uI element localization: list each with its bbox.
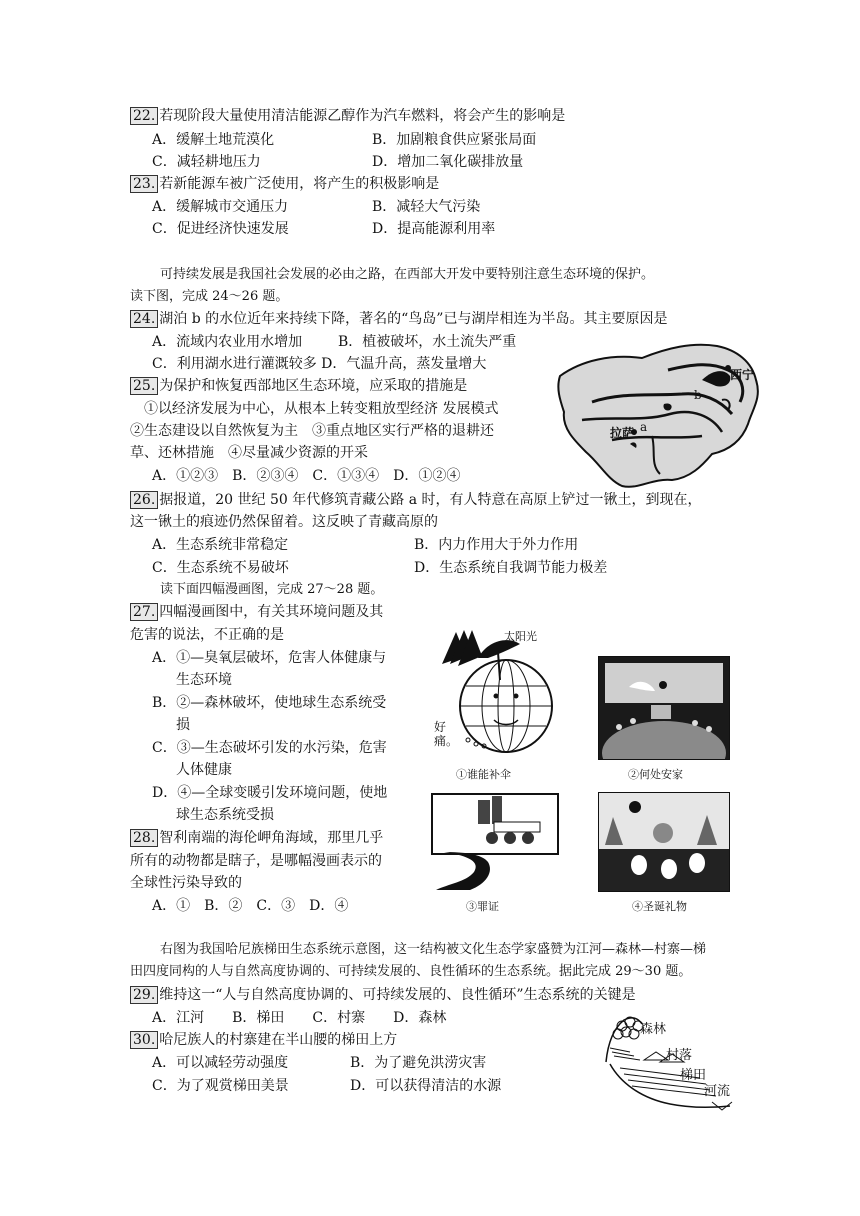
intro-24-26-line1: 可持续发展是我国社会发展的必由之路，在西部大开发中要特别注意生态环境的保护。 [160, 267, 655, 282]
cartoon-3-caption: ③罪证 [466, 900, 499, 913]
option-c: C．为了观赏梯田美景 [152, 1078, 289, 1094]
question-number: 25. [130, 377, 158, 395]
question-28-stem-2: 所有的动物都是瞎子，是哪幅漫画表示的 [130, 853, 382, 869]
sun-label: 太阳光 [504, 630, 537, 643]
cartoon-1-caption: ①谁能补伞 [456, 768, 511, 781]
cartoon-christmas-gift [598, 792, 730, 892]
hani-terrace-diagram [600, 1012, 750, 1112]
christmas-gift-graphic [599, 793, 729, 891]
option-d: D．可以获得清洁的水源 [350, 1078, 502, 1094]
question-27-stem-2: 危害的说法，不正确的是 [130, 627, 284, 643]
option-c: C．促进经济快速发展 [152, 221, 289, 237]
pain-label-2: 痛。 [434, 734, 459, 748]
option-d-cont: 球生态系统受损 [176, 807, 274, 823]
measure-line-3: 草、还林措施 ④尽量减少资源的开采 [130, 445, 368, 461]
option-c-d: C．利用湖水进行灌溉较多 D．气温升高，蒸发量增大 [152, 356, 487, 372]
option-d: D．④—全球变暖引发环境问题，使地 [152, 785, 388, 801]
option-b: B．为了避免洪涝灾害 [350, 1055, 487, 1071]
question-27-stem-1: 27. 四幅漫画图中，有关其环境问题及其 [130, 602, 383, 622]
cartoon-2-caption: ②何处安家 [628, 768, 683, 781]
option-c: C．③—生态破坏引发的水污染，危害 [152, 740, 387, 756]
option-d: D．增加二氧化碳排放量 [372, 154, 524, 170]
option-b: B．植被破坏，水土流失严重 [338, 334, 517, 350]
evidence-graphic [430, 792, 560, 892]
pain-label-1: 好 [434, 720, 447, 734]
measure-line-1: ①以经济发展为中心，从根本上转变粗放型经济 发展模式 [144, 401, 499, 417]
question-23-stem: 23. 若新能源车被广泛使用，将产生的积极影响是 [130, 174, 439, 194]
option-c-cont: 人体健康 [176, 762, 232, 778]
question-number: 22. [130, 107, 158, 125]
question-28-stem-3: 全球性污染导致的 [130, 875, 242, 891]
cartoon-evidence [430, 792, 560, 892]
cartoon-umbrella-globe [428, 624, 588, 758]
question-24-stem: 24. 湖泊 b 的水位近年来持续下降，著名的“鸟岛”已与湖岸相连为半岛。其主要原因是 [130, 309, 667, 329]
option-a: A．生态系统非常稳定 [152, 537, 289, 553]
question-29-stem: 29. 维持这一“人与自然高度协调的、可持续发展的、良性循环”生态系统的关键是 [130, 985, 636, 1005]
question-number: 23. [130, 175, 158, 193]
option-b-cont: 损 [176, 717, 190, 733]
question-26-stem-1: 26. 据报道，20 世纪 50 年代修筑青藏公路 a 时，有人特意在高原上铲过一锹土，到现在， [130, 490, 702, 510]
option-a: A．①—臭氧层破坏，危害人体健康与 [152, 650, 387, 666]
question-29-options: A．江河 B．梯田 C．村寨 D．森林 [152, 1010, 447, 1026]
option-d: D．提高能源利用率 [372, 221, 496, 237]
option-b: B．②—森林破坏，使地球生态系统受 [152, 695, 387, 711]
intro-27-28: 读下面四幅漫画图，完成 27～28 题。 [160, 582, 384, 597]
question-number: 27. [130, 603, 158, 621]
label-village: 村落 [666, 1048, 693, 1063]
option-c: C．减轻耕地压力 [152, 154, 261, 170]
option-d: D．生态系统自我调节能力极差 [414, 560, 608, 576]
where-home-graphic [599, 657, 729, 759]
option-b: B．加剧粮食供应紧张局面 [372, 132, 537, 148]
map-graphic [552, 340, 772, 500]
option-a: A．可以减轻劳动强度 [152, 1055, 289, 1071]
label-forest: 森林 [640, 1022, 667, 1037]
question-30-stem: 30. 哈尼族人的村寨建在半山腰的梯田上方 [130, 1030, 397, 1050]
question-25-stem: 25. 为保护和恢复西部地区生态环境，应采取的措施是 [130, 376, 467, 396]
option-b: B．减轻大气污染 [372, 199, 481, 215]
option-a: A．缓解土地荒漠化 [152, 132, 275, 148]
measure-line-2: ②生态建设以自然恢复为主 ③重点地区实行严格的退耕还 [130, 423, 494, 439]
intro-29-30-line1: 右图为我国哈尼族梯田生态系统示意图，这一结构被文化生态学家盛赞为江河—森林—村寨—梯 [160, 942, 707, 957]
question-number: 26. [130, 491, 158, 509]
map-label-xining: 西宁 [730, 368, 755, 382]
map-label-b: b [694, 388, 702, 402]
map-label-lasa: 拉萨 [610, 426, 635, 440]
option-a-cont: 生态环境 [176, 672, 232, 688]
option-c: C．生态系统不易破坏 [152, 560, 289, 576]
intro-29-30-line2: 田四度同构的人与自然高度协调的、可持续发展的、良性循环的生态系统。据此完成 29～30 题。 [130, 964, 692, 979]
cartoon-where-home [598, 656, 730, 760]
qinghai-tibet-map [552, 340, 772, 500]
cartoon-4-caption: ④圣诞礼物 [632, 900, 687, 913]
option-a: A．缓解城市交通压力 [152, 199, 289, 215]
option-b: B．内力作用大于外力作用 [414, 537, 579, 553]
question-number: 24. [130, 310, 158, 328]
question-28-options: A．① B．② C．③ D．④ [152, 898, 349, 914]
question-22-stem: 22. 若现阶段大量使用清洁能源乙醇作为汽车燃料，将会产生的影响是 [130, 106, 565, 126]
option-a: A．流域内农业用水增加 [152, 334, 303, 350]
intro-24-26-line2: 读下图，完成 24～26 题。 [130, 289, 289, 304]
label-terrace: 梯田 [680, 1068, 707, 1083]
question-28-stem-1: 28. 智利南端的海伦岬角海域，那里几乎 [130, 828, 383, 848]
question-number: 29. [130, 986, 158, 1004]
label-river: 河流 [704, 1084, 731, 1099]
map-label-a: a [640, 420, 648, 434]
question-number: 28. [130, 829, 158, 847]
question-25-options: A．①②③ B．②③④ C．①③④ D．①②④ [152, 468, 461, 484]
question-number: 30. [130, 1031, 158, 1049]
question-26-stem-2: 这一锹土的痕迹仍然保留着。这反映了青藏高原的 [130, 514, 438, 530]
